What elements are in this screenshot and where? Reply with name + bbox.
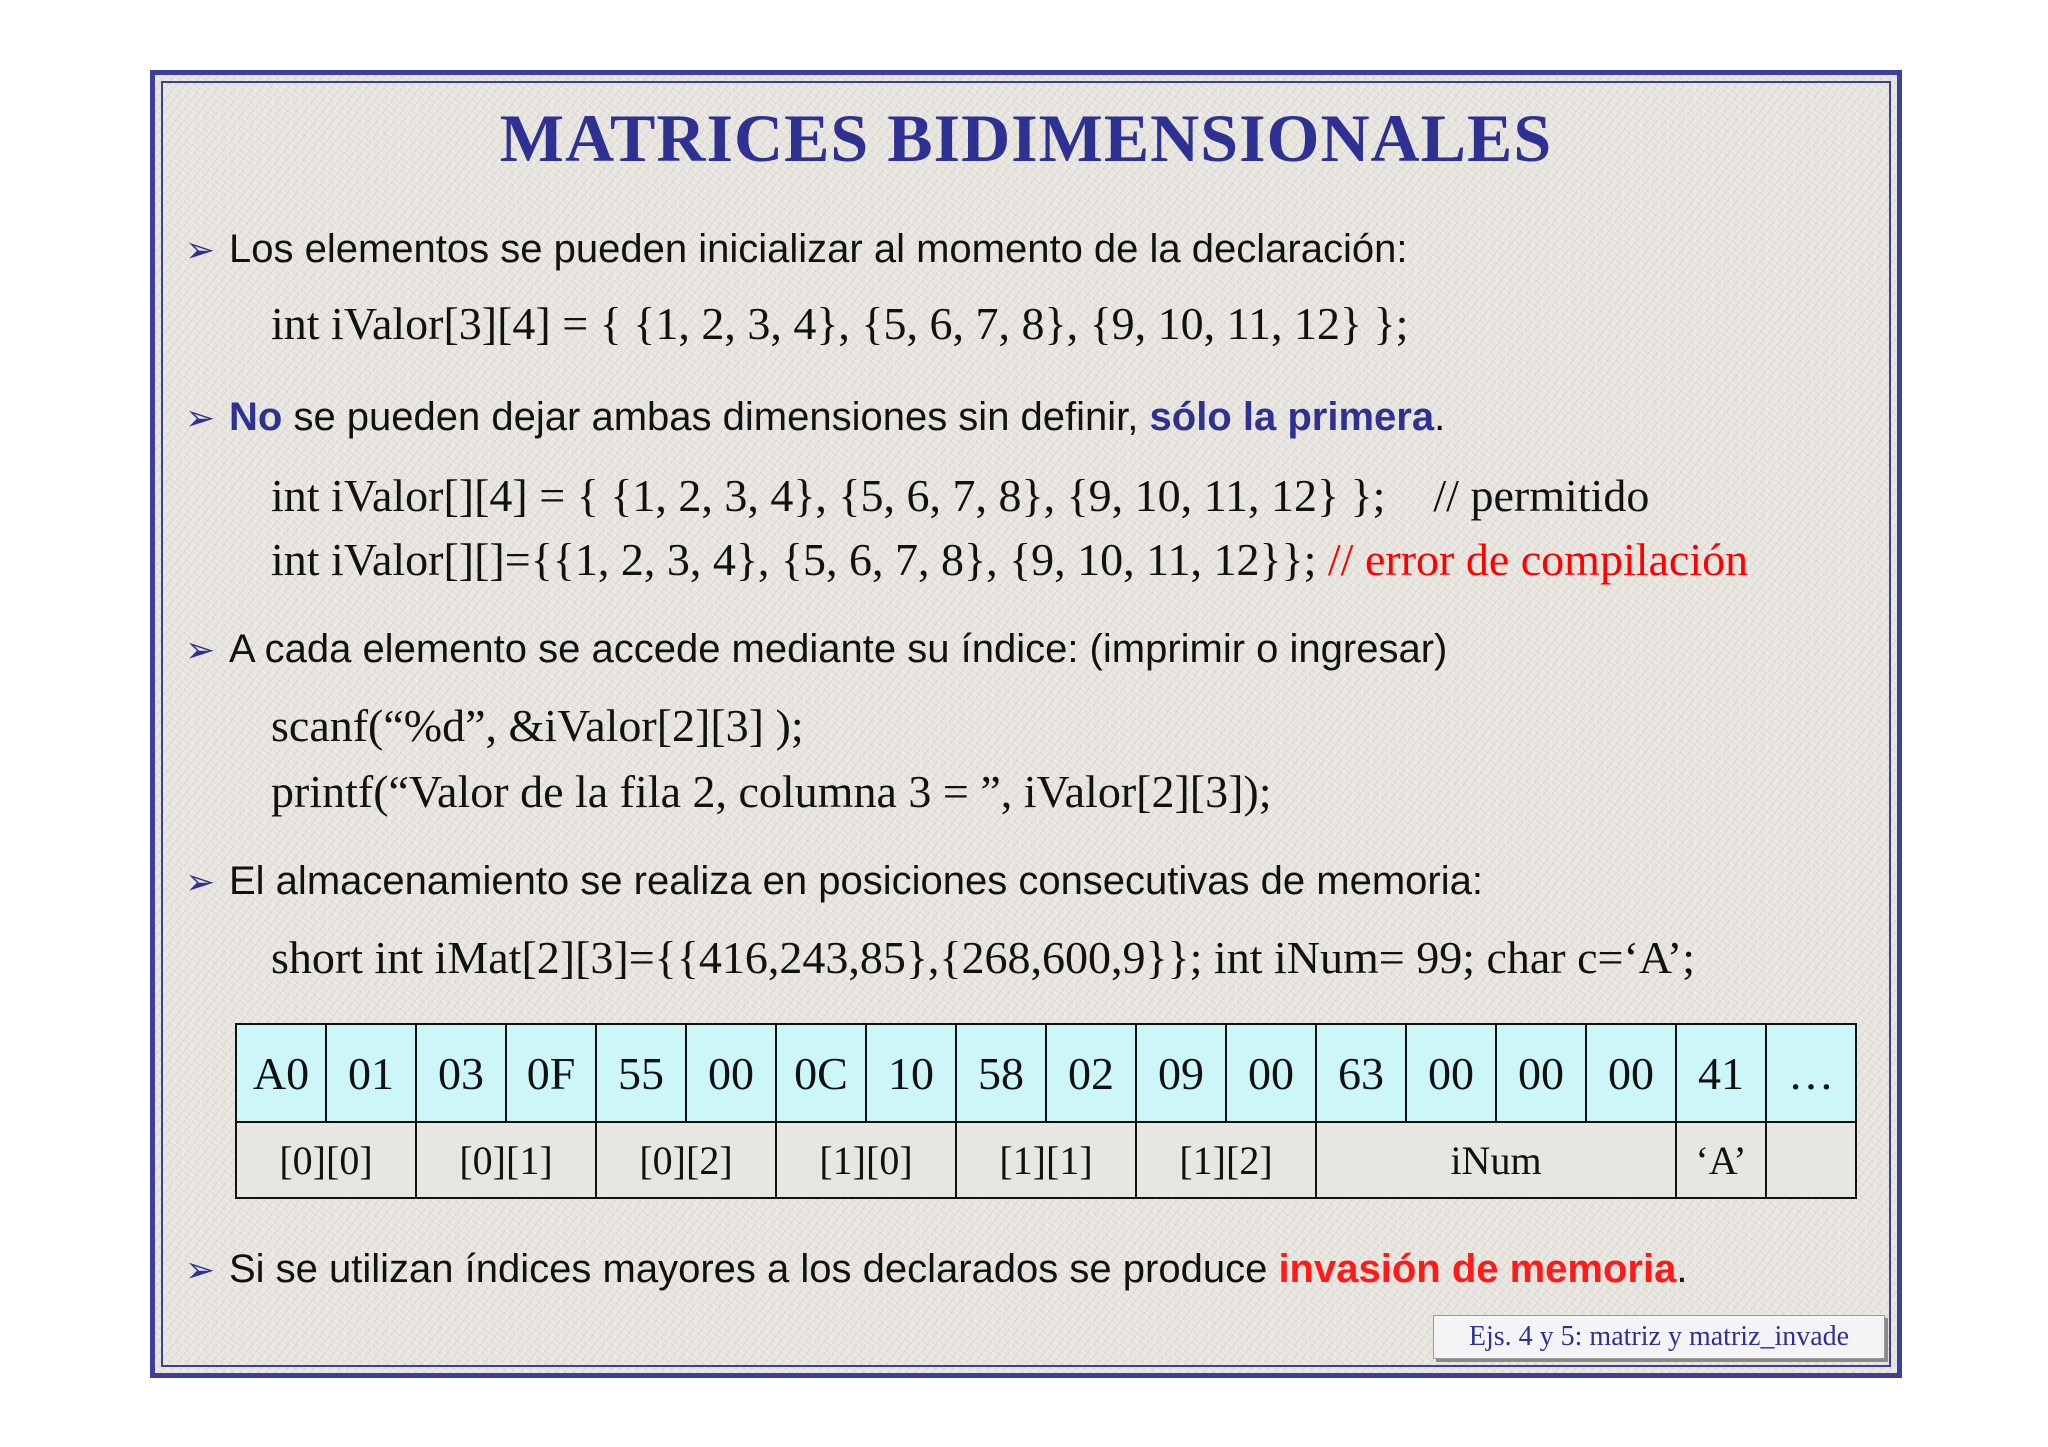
code-init-declaration: int iValor[3][4] = { {1, 2, 3, 4}, {5, 6, 7, 8}, {9, 10, 11, 12} }; — [271, 298, 1409, 349]
code-printf: printf(“Valor de la fila 2, columna 3 = ”, iValor[2][3]); — [271, 766, 1272, 817]
memory-byte-cell: A0 — [236, 1024, 326, 1122]
memory-byte-cell: 58 — [956, 1024, 1046, 1122]
memory-label-cell: [0][2] — [596, 1122, 776, 1198]
memory-label-cell: [1][0] — [776, 1122, 956, 1198]
arrow-bullet-icon: ➢ — [185, 229, 216, 270]
slide — [150, 70, 1902, 1378]
memory-byte-cell: 00 — [1586, 1024, 1676, 1122]
arrow-bullet-icon: ➢ — [185, 629, 216, 670]
memory-byte-cell: 0F — [506, 1024, 596, 1122]
bullet-storage — [185, 859, 1483, 904]
bullet-text-end: . — [1434, 395, 1446, 439]
bullet-emphasis-invasion: invasión de memoria — [1278, 1247, 1677, 1291]
memory-label-cell: [0][1] — [416, 1122, 596, 1198]
arrow-bullet-icon: ➢ — [185, 861, 216, 902]
memory-byte-cell: 00 — [1406, 1024, 1496, 1122]
code-comment-allowed: // permitido — [1433, 470, 1650, 521]
memory-byte-cell: 09 — [1136, 1024, 1226, 1122]
code-error-declaration — [271, 533, 1748, 586]
exercise-reference-box: Ejs. 4 y 5: matriz y matriz_invade — [1433, 1315, 1885, 1359]
memory-labels-row — [236, 1122, 1856, 1198]
bullet-text: El almacenamiento se realiza en posiciones consecutivas de memoria: — [229, 859, 1483, 903]
bullet-emphasis-no: No — [229, 395, 283, 439]
bullet-text: Si se utilizan índices mayores a los declarados se produce — [229, 1247, 1279, 1291]
bullet-text-end: . — [1676, 1247, 1688, 1291]
memory-byte-cell: … — [1766, 1024, 1856, 1122]
memory-byte-cell: 63 — [1316, 1024, 1406, 1122]
memory-label-cell: ‘A’ — [1676, 1122, 1766, 1198]
arrow-bullet-icon: ➢ — [185, 397, 216, 438]
memory-byte-cell: 01 — [326, 1024, 416, 1122]
code-line: int iValor[][]={{1, 2, 3, 4}, {5, 6, 7, 8}, {9, 10, 11, 12}}; — [271, 534, 1317, 585]
memory-byte-cell: 41 — [1676, 1024, 1766, 1122]
memory-byte-cell: 00 — [1496, 1024, 1586, 1122]
memory-byte-cell: 10 — [866, 1024, 956, 1122]
arrow-bullet-icon: ➢ — [185, 1249, 216, 1290]
memory-label-cell — [1766, 1122, 1856, 1198]
bullet-text: se pueden dejar ambas dimensiones sin definir, — [282, 395, 1150, 439]
code-allowed-declaration — [271, 469, 1649, 522]
slide-title: MATRICES BIDIMENSIONALES — [499, 100, 1553, 176]
code-scanf: scanf(“%d”, &iValor[2][3] ); — [271, 700, 804, 751]
bullet-index-access — [185, 627, 1447, 672]
memory-label-cell: [1][1] — [956, 1122, 1136, 1198]
memory-layout-table — [235, 1023, 1857, 1199]
code-storage-declaration: short int iMat[2][3]={{416,243,85},{268,600,9}}; int iNum= 99; char c=‘A’; — [271, 932, 1696, 983]
memory-byte-cell: 00 — [1226, 1024, 1316, 1122]
memory-label-cell: [1][2] — [1136, 1122, 1316, 1198]
memory-label-cell: iNum — [1316, 1122, 1676, 1198]
bullet-text: Los elementos se pueden inicializar al momento de la declaración: — [229, 227, 1408, 271]
memory-byte-cell: 00 — [686, 1024, 776, 1122]
memory-byte-cell: 02 — [1046, 1024, 1136, 1122]
code-line: int iValor[][4] = { {1, 2, 3, 4}, {5, 6, 7, 8}, {9, 10, 11, 12} }; — [271, 470, 1386, 521]
memory-byte-cell: 0C — [776, 1024, 866, 1122]
memory-byte-cell: 55 — [596, 1024, 686, 1122]
memory-label-cell: [0][0] — [236, 1122, 416, 1198]
memory-byte-cell: 03 — [416, 1024, 506, 1122]
bullet-text: A cada elemento se accede mediante su índice: (imprimir o ingresar) — [229, 627, 1448, 671]
bullet-initialization — [185, 227, 1407, 272]
code-comment-error: // error de compilación — [1327, 534, 1749, 585]
bullet-memory-invasion — [185, 1247, 1687, 1292]
memory-bytes-row — [236, 1024, 1856, 1122]
bullet-dimensions — [185, 395, 1445, 440]
bullet-emphasis-first: sólo la primera — [1149, 395, 1435, 439]
